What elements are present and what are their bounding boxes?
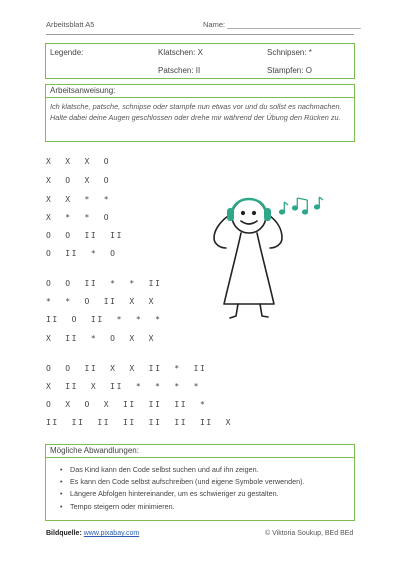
variant-item: • Das Kind kann den Code selbst suchen und auf ihn zeigen.: [64, 464, 305, 476]
code-row: O O II X X II * II: [46, 364, 207, 373]
legend-pat: Patschen: II: [158, 66, 201, 75]
variants-box: [45, 444, 355, 521]
legend-snap: Schnipsen: *: [267, 48, 312, 57]
code-row: II II II II II II II X: [46, 418, 233, 427]
code-row: X II X II * * * *: [46, 382, 200, 391]
code-row: X X X O: [46, 157, 111, 166]
legend-stamp: Stampfen: O: [267, 66, 312, 75]
code-row: X O X O: [46, 176, 111, 185]
legend-title: Legende:: [50, 48, 84, 57]
code-row: X X * *: [46, 195, 111, 204]
variants-list: [64, 464, 305, 513]
source-link[interactable]: www.pixabay.com: [83, 530, 140, 537]
source-label: Bildquelle:: [46, 530, 82, 537]
code-row: O X O X II II II *: [46, 400, 207, 409]
legend-clap: Klatschen: X: [158, 48, 203, 57]
legend-box: [45, 43, 355, 79]
header-divider: [46, 34, 354, 35]
variant-item: • Längere Abfolgen hintereinander, um es schwieriger zu gestalten.: [64, 488, 305, 500]
instructions-text: Ich klatsche, patsche, schnipse oder stampfe nun etwas vor und du sollst es nachmachen. Halte dabei deine Augen geschlossen oder drehe mir während der Übung den Rücken zu.: [50, 102, 342, 122]
code-row: O II * O: [46, 249, 117, 258]
instructions-title: Arbeitsanweisung:: [46, 85, 354, 98]
code-row: O O II * * II: [46, 279, 162, 288]
code-row: X II * O X X: [46, 334, 156, 343]
image-source: [46, 530, 139, 537]
code-row: O O II II: [46, 231, 123, 240]
variant-item: • Es kann den Code selbst aufschreiben (und eigene Symbole verwenden).: [64, 476, 305, 488]
worksheet-label: Arbeitsblatt A5: [46, 20, 95, 29]
code-row: * * O II X X: [46, 297, 156, 306]
code-row: II O II * * *: [46, 315, 162, 324]
copyright: © Viktoria Soukup, BEd BEd: [265, 530, 354, 537]
instructions-box: [45, 84, 355, 142]
variant-item: • Tempo steigern oder minimieren.: [64, 501, 305, 513]
child-headphones-illustration: [196, 186, 336, 326]
variants-title: Mögliche Abwandlungen:: [46, 445, 354, 458]
code-row: X * * O: [46, 213, 111, 222]
name-field[interactable]: Name: ________________________________: [203, 20, 361, 29]
